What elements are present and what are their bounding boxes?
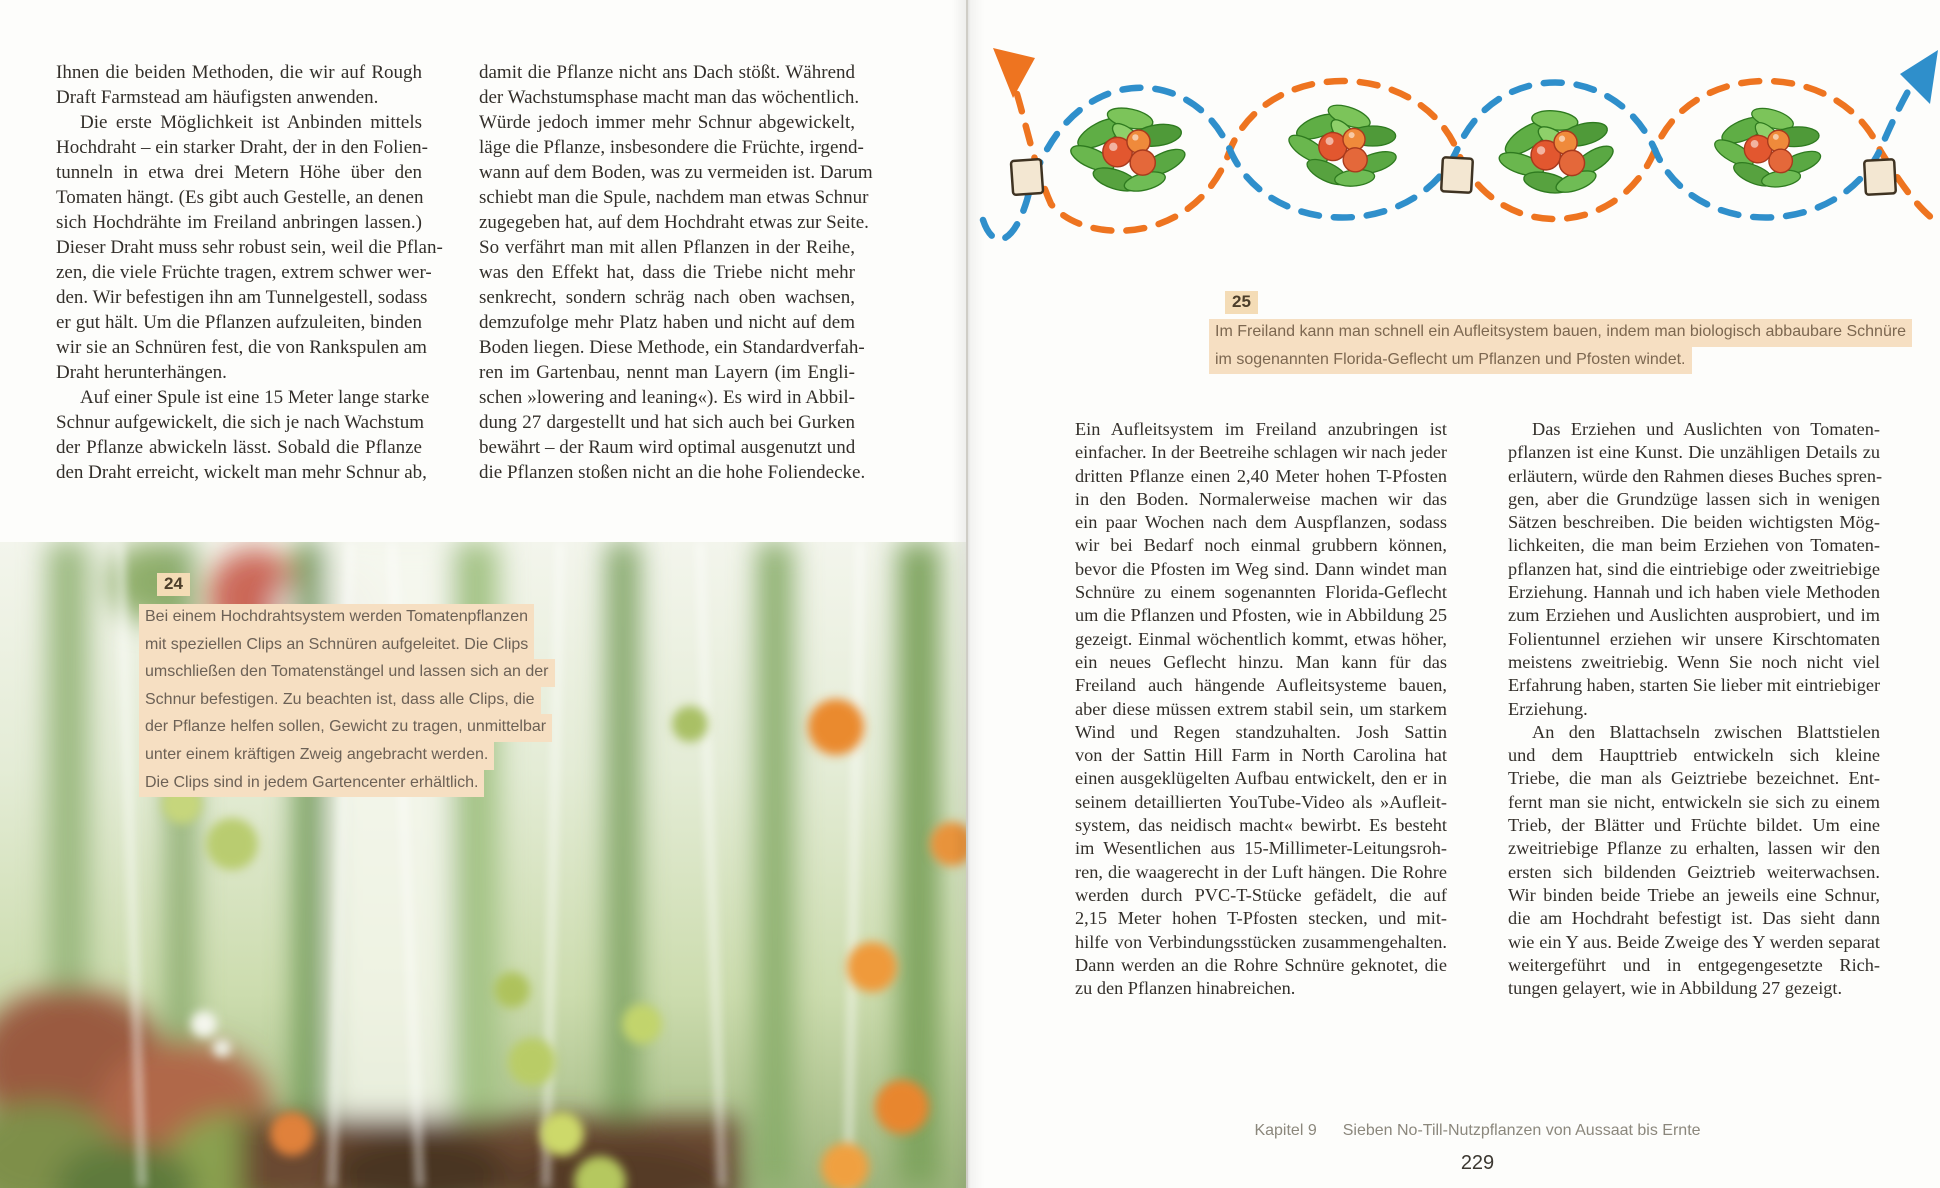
tomato-plant-icon: [1708, 101, 1828, 196]
post-icon: [1864, 159, 1896, 195]
body-line: Schnüre zu einem sogenannten Florida-Geflecht: [1075, 582, 1447, 603]
body-line: wir bei Bedarf noch einmal grubbern können,: [1075, 535, 1447, 556]
left-page-column-1: [56, 60, 443, 485]
body-line: wie ein Y aus. Beide Zweige des Y werden separat: [1508, 931, 1880, 952]
body-line: Erziehung. Hannah und ich haben viele Methoden: [1508, 582, 1880, 603]
body-line: Dann werden an die Rohre Schnüre geknotet, die: [1075, 954, 1447, 975]
orange-arrow-icon: [993, 48, 1035, 98]
body-line: seinem detaillierten YouTube-Video als »Aufleit-: [1075, 791, 1447, 812]
photo-caption-lines: [139, 604, 555, 797]
body-line: Hochdraht – ein starker Draht, der in den Folien-: [56, 137, 428, 158]
body-line: zum Erziehen und Auslichten ausprobiert, und im: [1508, 605, 1880, 626]
right-page-column-1: [1075, 418, 1447, 1000]
body-line: senkrecht, sondern schräg nach oben wachsen,: [479, 287, 855, 308]
body-line: den. Wir befestigen ihn am Tunnelgestell, sodass: [56, 287, 428, 308]
body-line: Erziehung.: [1508, 698, 1588, 719]
body-line: um die Pflanzen und Pfosten, wie in Abbildung 25: [1075, 605, 1447, 626]
body-line: bevor die Pfosten im Weg sind. Dann windet man: [1075, 558, 1447, 579]
caption-line: mit speziellen Clips an Schnüren aufgeleitet. Die Clips: [139, 632, 555, 660]
caption-line: Die Clips sind in jedem Gartencenter erhältlich.: [139, 770, 555, 798]
body-line: Wind und Regen standzuhalten. Josh Sattin: [1075, 721, 1447, 742]
body-line: er gut hält. Um die Pflanzen aufzuleiten, binden: [56, 312, 422, 333]
body-line: schiebt man die Spule, nachdem man etwas Schnur: [479, 187, 869, 208]
body-line: ein paar Wochen nach dem Auspflanzen, sodass: [1075, 512, 1447, 533]
body-line: Draht herunterhängen.: [56, 362, 227, 383]
body-line: Boden liegen. Diese Methode, ein Standardverfah-: [479, 337, 865, 358]
footer-chapter-title: Sieben No-Till-Nutzpflanzen von Aussaat bis Ernte: [1342, 1122, 1701, 1139]
body-line: ein neues Geflecht hinzu. Man kann für das: [1075, 651, 1447, 672]
body-line: Erfahrung haben, starten Sie lieber mit eintriebiger: [1508, 675, 1881, 696]
caption-line: unter einem kräftigen Zweig angebracht werden.: [139, 742, 555, 770]
florida-weave-diagram: [975, 28, 1940, 294]
body-line: Ein Aufleitsystem im Freiland anzubringen ist: [1075, 419, 1447, 439]
body-line: und dem Haupttrieb entwickeln sich kleine: [1508, 745, 1880, 766]
body-line: Dieser Draht muss sehr robust sein, weil die Pflan-: [56, 237, 443, 258]
body-line: Triebe, die man als Geiztriebe bezeichnet. Ent-: [1508, 768, 1880, 789]
body-line: Freiland auch hängende Aufleitsysteme bauen,: [1075, 675, 1447, 696]
body-line: ren im Gartenbau, nennt man Layern (im Engli-: [479, 362, 855, 383]
body-line: weitergeführt und in entgegengesetzte Rich-: [1508, 954, 1880, 975]
body-line: damit die Pflanze nicht ans Dach stößt. Während: [479, 62, 855, 83]
body-line: Auf einer Spule ist eine 15 Meter lange starke: [80, 387, 430, 408]
body-line: die Pflanzen stoßen nicht an die hohe Foliendecke.: [479, 462, 866, 483]
body-line: läge die Pflanze, insbesondere die Früchte, irgend-: [479, 137, 864, 158]
left-page-column-2: [479, 60, 873, 485]
body-line: lichkeiten, die man beim Erziehen von Tomaten-: [1508, 535, 1880, 556]
body-line: So verfährt man mit allen Pflanzen in der Reihe,: [479, 237, 855, 258]
figure-25-badge: 25: [1225, 291, 1258, 314]
body-line: der Pflanze abwickeln lässt. Sobald die Pflanze: [56, 437, 422, 458]
body-line: gezeigt. Einmal wöchentlich kommt, etwas höher,: [1075, 628, 1447, 649]
diagram-caption-block: [1209, 291, 1912, 374]
body-line: einen ausgeklügelten Aufbau entwickelt, den er in: [1075, 768, 1447, 789]
caption-line: umschließen den Tomatenstängel und lassen sich an der: [139, 659, 555, 687]
body-line: system, das neidisch macht« bewirbt. Es besteht: [1075, 815, 1447, 836]
body-line: Ihnen die beiden Methoden, die wir auf Rough: [56, 62, 422, 83]
body-line: die am Hochdraht befestigt ist. Das sieht dann: [1508, 908, 1880, 929]
body-line: pflanzen hat, sind die eintriebige oder zweitriebige: [1508, 558, 1880, 579]
body-line: demzufolge mehr Platz haben und nicht auf dem: [479, 312, 855, 333]
body-line: Draft Farmstead am häufigsten anwenden.: [56, 87, 379, 108]
body-line: was den Effekt hat, dass die Triebe nicht mehr: [479, 262, 855, 283]
body-line: wann auf dem Boden, was zu vermeiden ist. Darum: [479, 162, 873, 183]
body-line: dritten Pflanze einen 2,40 Meter hohen T-Pfosten: [1075, 465, 1447, 486]
greenhouse-tomato-photo: [0, 542, 968, 1188]
body-line: der Wachstumsphase macht man das wöchentlich.: [479, 87, 860, 108]
body-line: aber diese müssen extrem stabil sein, um starkem: [1075, 698, 1447, 719]
body-line: Schnur aufgewickelt, die sich je nach Wachstum: [56, 412, 424, 433]
caption-line: Bei einem Hochdrahtsystem werden Tomatenpflanzen: [139, 604, 555, 632]
body-line: ersten sich bildenden Geiztrieb weiterwachsen.: [1508, 861, 1880, 882]
body-line: 2,15 Meter hohen T-Pfosten stecken, und mit-: [1075, 908, 1447, 929]
body-line: meistens zweitriebig. Wenn Sie noch nicht viel: [1508, 651, 1880, 672]
figure-24-badge: 24: [157, 573, 190, 596]
post-icon: [1011, 159, 1043, 195]
running-footer: [1075, 1122, 1880, 1140]
body-line: Sätzen beschreiben. Die beiden wichtigsten Mög-: [1508, 512, 1880, 533]
body-line: fernt man sie nicht, entwickeln sie sich zu einem: [1508, 791, 1880, 812]
body-line: zugegeben hat, auf dem Hochdraht etwas zur Seite.: [479, 212, 869, 233]
body-line: Tomaten hängt. (Es gibt auch Gestelle, an denen: [56, 187, 424, 208]
caption-line: Schnur befestigen. Zu beachten ist, dass alle Clips, die: [139, 687, 555, 715]
body-line: Würde jedoch immer mehr Schnur abgewickelt,: [479, 112, 855, 133]
body-line: pflanzen ist eine Kunst. Die unzähligen Details zu: [1508, 442, 1880, 463]
right-page-column-2: [1508, 418, 1883, 1000]
body-line: zen, die viele Früchte tragen, extrem schwer wer-: [56, 262, 432, 283]
body-line: den Draht erreicht, wickelt man mehr Schnur ab,: [56, 462, 427, 483]
post-icon: [1441, 157, 1473, 193]
body-line: Trieb, der Blätter und Früchte bildet. Um eine: [1508, 815, 1880, 836]
caption-line: Im Freiland kann man schnell ein Aufleitsystem bauen, indem man biologisch abbaubare Schnüre: [1209, 319, 1912, 347]
footer-chapter-label: Kapitel 9: [1254, 1122, 1317, 1139]
page-number: 229: [1460, 1152, 1495, 1174]
body-line: werden durch PVC-T-Stücke gefädelt, die auf: [1075, 884, 1447, 905]
body-line: zweitriebige Pflanze zu erhalten, lassen wir den: [1508, 838, 1880, 859]
body-line: gen, aber die Grundzüge lassen sich in wenigen: [1508, 488, 1880, 509]
body-line: schen »lowering and leaning«). Es wird in Abbil-: [479, 387, 855, 408]
tomato-plant-icon: [1067, 104, 1188, 195]
photo-caption-block: [139, 573, 555, 797]
body-line: sich Hochdrähte im Freiland anbringen lassen.): [56, 212, 422, 233]
body-line: Wir binden beide Triebe an jeweils eine Schnur,: [1508, 884, 1880, 905]
tomato-plant-icon: [1280, 95, 1406, 197]
body-line: im Wesentlichen aus 15-Millimeter-Leitungsroh-: [1075, 838, 1447, 859]
caption-line: der Pflanze helfen sollen, Gewicht zu tragen, unmittelbar: [139, 714, 555, 742]
body-line: von der Sattin Hill Farm in North Carolina hat: [1075, 745, 1447, 766]
diagram-caption-lines: [1209, 319, 1912, 374]
body-line: Das Erziehen und Auslichten von Tomaten-: [1532, 419, 1880, 439]
caption-line: im sogenannten Florida-Geflecht um Pflanzen und Pfosten windet.: [1209, 347, 1912, 375]
body-line: An den Blattachseln zwischen Blattstielen: [1532, 721, 1880, 742]
body-line: zu den Pflanzen hinabreichen.: [1075, 978, 1296, 999]
page-gutter-line: [966, 0, 968, 1188]
body-line: in den Boden. Normalerweise machen wir das: [1075, 488, 1447, 509]
tomato-plant-icon: [1491, 100, 1621, 203]
body-line: bewährt – der Raum wird optimal ausgenutzt und: [479, 437, 856, 458]
body-line: tunneln in etwa drei Metern Höhe über den: [56, 162, 422, 183]
body-line: einfacher. In der Beetreihe schlagen wir nach jeder: [1075, 442, 1447, 463]
body-line: erläutern, würde den Rahmen dieses Buches spren-: [1508, 465, 1883, 486]
body-line: wir sie an Schnüren fest, die von Rankspulen am: [56, 337, 427, 358]
body-line: ren, die waagerecht in der Luft hängen. Die Rohre: [1075, 861, 1447, 882]
body-line: dung 27 dargestellt und hat sich auch bei Gurken: [479, 412, 855, 433]
body-line: hilfe von Verbindungsstücken zusammengehalten.: [1075, 931, 1447, 952]
body-line: Die erste Möglichkeit ist Anbinden mittels: [80, 112, 422, 133]
body-line: tungen gelayert, wie in Abbildung 27 gezeigt.: [1508, 978, 1843, 999]
body-line: Folientunnel erziehen wir unsere Kirschtomaten: [1508, 628, 1880, 649]
